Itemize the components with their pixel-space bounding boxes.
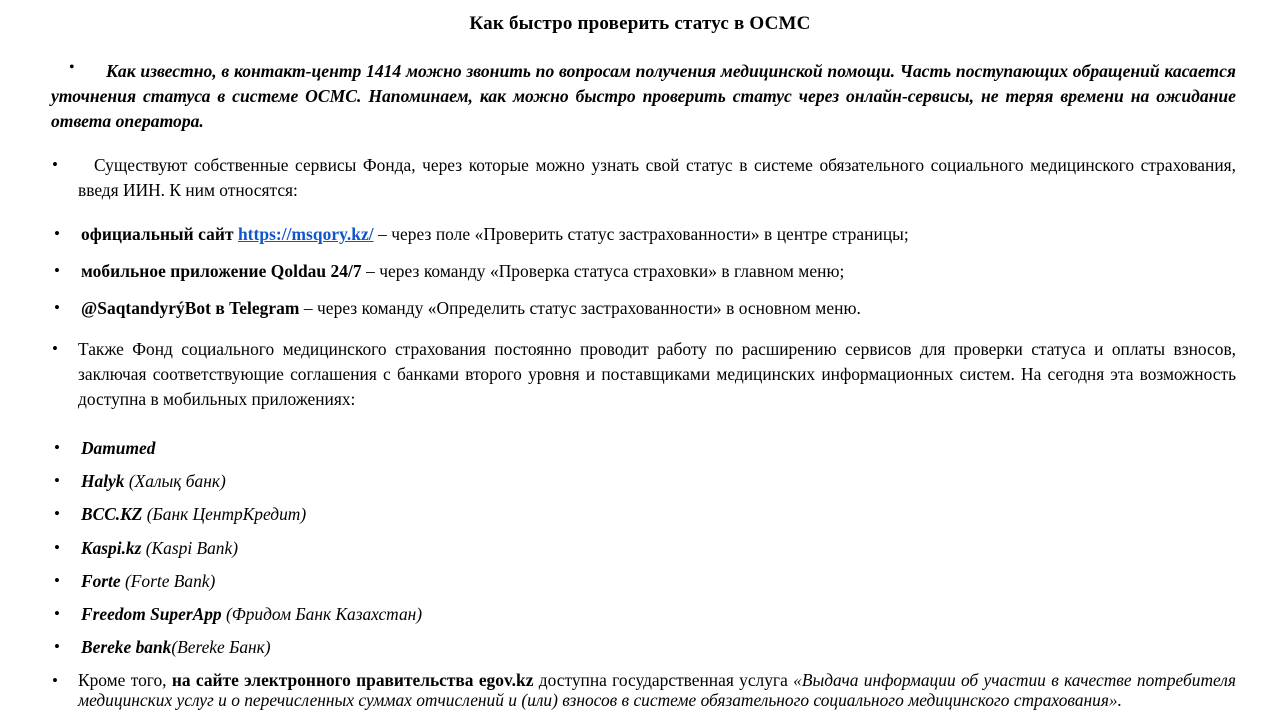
service-item-official-site (44, 221, 1236, 247)
service-lead-label: @SaqtandyrýBot в Telegram (81, 298, 300, 319)
bullet-icon: • (54, 224, 60, 244)
bank-app-item (44, 634, 1236, 660)
lead-paragraph-text: Как известно, в контакт-центр 1414 можно звонить по вопросам получения медицинской помощи. Часть поступающих обращений касается уточнения статуса в системе ОСМС. Напоминаем, как можно быстро проверить статус через онлайн-сервисы, не теряя времени на ожидание ответа оператора. (51, 60, 1236, 131)
intro-paragraph-text: Существуют собственные сервисы Фонда, через которые можно узнать свой статус в системе обязательного социального медицинского страхования, введя ИИН. К ним относятся: (78, 154, 1236, 200)
service-item-content (81, 295, 1236, 321)
spacer (44, 426, 1236, 435)
bullet-icon: • (54, 298, 60, 318)
service-item-content (81, 258, 1236, 284)
bank-app-note: (Bereke Банк) (171, 636, 271, 657)
page-title: Как быстро проверить статус в ОСМС (469, 13, 811, 34)
bullet-icon: • (52, 154, 58, 174)
egov-middle-text: доступна государственная услуга (538, 670, 788, 691)
bank-app-item (44, 501, 1236, 527)
bullet-icon: • (54, 570, 60, 590)
bank-app-note: (Фридом Банк Казахстан) (225, 603, 423, 624)
bank-app-content (81, 501, 1236, 527)
bank-app-name: Forte (81, 570, 121, 591)
service-item-telegram-bot (44, 295, 1236, 321)
egov-paragraph-content (78, 671, 1236, 710)
service-lead-label: официальный сайт (81, 224, 234, 245)
bank-app-content (81, 634, 1236, 660)
bank-app-note: (Халық банк) (128, 471, 226, 492)
bank-app-name: Bereke bank (81, 636, 172, 657)
bank-app-item (44, 435, 1236, 461)
bullet-icon: • (54, 504, 60, 524)
bullet-icon: • (54, 603, 60, 623)
expansion-paragraph (44, 337, 1236, 413)
bullet-icon: • (54, 261, 60, 281)
service-lead-label: мобильное приложение Qoldau 24/7 (81, 261, 362, 282)
expansion-paragraph-text: Также Фонд социального медицинского страхования постоянно проводит работу по расширению сервисов для проверки статуса и оплаты взносов, заключая соответствующие соглашения с банками второго уровня и поставщиками медицинских информационных систем. На сегодня эта возможность доступна в мобильных приложениях: (78, 338, 1236, 410)
bank-app-name: Freedom SuperApp (81, 603, 222, 624)
bank-app-content (81, 601, 1236, 627)
bank-app-note: (Forte Bank) (124, 570, 216, 591)
egov-prefix-text: Кроме того, (78, 670, 167, 691)
bank-app-item (44, 568, 1236, 594)
service-tail-text: – через команду «Определить статус застрахованности» в основном меню. (303, 298, 861, 319)
bank-app-item (44, 601, 1236, 627)
bank-app-note: (Kaspi Bank) (145, 537, 239, 558)
lead-paragraph (44, 59, 1236, 134)
service-tail-text: – через поле «Проверить статус застрахованности» в центре страницы; (378, 224, 909, 245)
bullet-icon: • (54, 471, 60, 491)
bank-app-content (81, 535, 1236, 561)
service-item-qoldau (44, 258, 1236, 284)
bank-app-name: Damumed (81, 438, 156, 459)
egov-service-quote: «Выдача информации об участии в качестве потребителя медицинских услуг и о перечисленных суммах отчислений и (или) взносов в системе обязательного социального медицинского страхования». (78, 670, 1236, 710)
bank-app-item (44, 468, 1236, 494)
bank-app-name: Kaspi.kz (81, 537, 142, 558)
bank-app-note: (Банк ЦентрКредит) (146, 504, 307, 525)
bullet-icon: • (54, 537, 60, 557)
msqory-link[interactable]: https://msqory.kz/ (237, 224, 374, 245)
bullet-icon: • (54, 438, 60, 458)
bullet-icon: • (52, 671, 58, 691)
egov-site-label: на сайте электронного правительства egov.kz (171, 670, 534, 691)
bullet-icon: • (52, 338, 58, 358)
intro-paragraph (44, 153, 1236, 203)
bank-app-name: BCC.KZ (81, 504, 143, 525)
service-item-content (81, 221, 1236, 247)
bank-app-content (81, 568, 1236, 594)
bank-app-item (44, 535, 1236, 561)
egov-paragraph (44, 671, 1236, 710)
bank-app-name: Halyk (81, 471, 125, 492)
bullet-icon: • (54, 636, 60, 656)
bullet-icon: • (69, 58, 75, 76)
bank-app-content (81, 468, 1236, 494)
bank-app-content (81, 435, 1236, 461)
service-tail-text: – через команду «Проверка статуса страховки» в главном меню; (366, 261, 845, 282)
